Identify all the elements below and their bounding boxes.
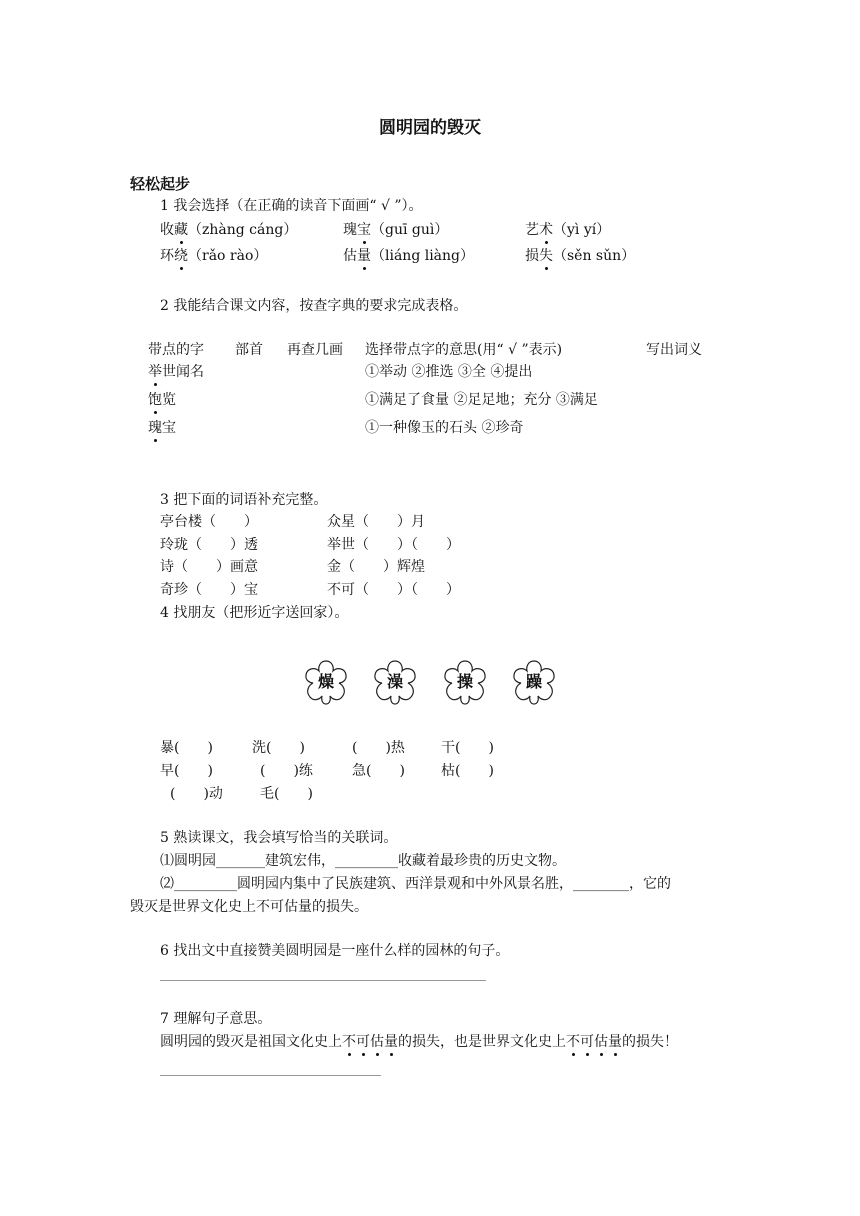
q5-sentence-2-cont: 毁灭是世界文化史上不可估量的损失。 [130,899,368,915]
q4-blank: ( )动 [170,786,223,802]
q1-item-5: 估量（liáng liàng） [343,248,475,264]
emphasis-dot-char: 可 [356,1034,370,1050]
q4-blank: 干( ) [441,740,494,756]
q4-blank: 早( ) [160,763,213,779]
q2-header-strokes: 再查几画 [287,342,343,358]
q6-answer-line [160,980,486,981]
q3-row-4-b: 不可（ ）（ ） [327,582,460,598]
q3-row-3-b: 金（ ）辉煌 [327,559,425,575]
q4-blank: 枯( ) [441,763,494,779]
q7-sentence: 圆明园的毁灭是祖国文化史上不可估量的损失，也是世界文化史上不可估量的损失！ [160,1034,678,1050]
q2-row-2-word: 饱览 [148,392,176,408]
q2-prompt: 2 我能结合课文内容，按查字典的要求完成表格。 [160,298,468,314]
q3-row-2-b: 举世（ ）（ ） [327,537,460,553]
q4-prompt: 4 找朋友（把形近字送回家）。 [160,605,349,621]
q2-row-1-word: 举世闻名 [148,364,204,380]
q3-row-2-a: 玲珑（ ）透 [160,537,258,553]
emphasis-dot-char: 估 [370,1034,384,1050]
q4-blank: ( )热 [352,740,405,756]
flower-card [370,657,420,707]
q3-row-3-a: 诗（ ）画意 [160,559,258,575]
emphasis-dot-char: 估 [594,1034,608,1050]
q1-item-3: 艺术（yì yí） [525,222,611,238]
q1-item-4: 环绕（rǎo rào） [160,248,268,264]
emphasis-dot-char: 不 [342,1034,356,1050]
q2-row-1-meaning: ①举动 ②推选 ③全 ④提出 [365,364,533,380]
q1-item-2: 瑰宝（guī guì） [343,222,449,238]
q1-prompt: 1 我会选择（在正确的读音下面画“ √ ”）。 [160,198,423,214]
section-heading: 轻松起步 [130,175,191,193]
q6-prompt: 6 找出文中直接赞美圆明园是一座什么样的园林的句子。 [160,943,510,959]
q2-row-2-meaning: ①满足了食量 ②足足地；充分 ③满足 [365,392,598,408]
q2-header-char: 带点的字 [148,342,204,358]
q3-row-1-b: 众星（ ）月 [327,514,425,530]
flower-card [301,657,351,707]
q5-prompt: 5 熟读课文，我会填写恰当的关联词。 [160,830,398,846]
q3-prompt: 3 把下面的词语补充完整。 [160,492,328,508]
flower-char-1: 燥 [317,672,334,691]
q5-sentence-1: ⑴圆明园_______建筑宏伟，_________收藏着最珍贵的历史文物。 [160,853,566,869]
q4-blank: 毛( ) [260,786,313,802]
q1-item-1: 收藏（zhàng cáng） [160,222,298,238]
flower-char-3: 操 [456,672,473,691]
q4-blank: 急( ) [352,763,405,779]
q4-blank: 洗( ) [252,740,305,756]
flower-char-2: 澡 [386,672,403,691]
q2-header-meaning: 选择带点字的意思(用“ √ ”表示) [365,342,563,358]
emphasis-dot-char: 量 [608,1034,622,1050]
flower-char-4: 躁 [525,672,542,691]
emphasis-dot-char: 不 [566,1034,580,1050]
flower-card [509,657,559,707]
q5-sentence-2: ⑵_________圆明园内集中了民族建筑、西洋景观和中外风景名胜，________，它的 [160,876,671,892]
q7-answer-line [160,1075,381,1076]
q3-row-4-a: 奇珍（ ）宝 [160,582,258,598]
q2-row-3-meaning: ①一种像玉的石头 ②珍奇 [365,420,524,436]
q2-row-3-word: 瑰宝 [148,420,176,436]
flower-card [440,657,490,707]
q2-header-radical: 部首 [235,342,263,358]
q4-blank: 暴( ) [160,740,213,756]
q2-header-definition: 写出词义 [646,342,702,358]
emphasis-dot-char: 可 [580,1034,594,1050]
q1-item-6: 损失（sěn sǔn） [525,248,636,264]
emphasis-dot-char: 量 [384,1034,398,1050]
q3-row-1-a: 亭台楼（ ） [160,514,258,530]
page-title: 圆明园的毁灭 [379,118,481,138]
q4-blank: ( )练 [260,763,313,779]
q7-prompt: 7 理解句子意思。 [160,1011,272,1027]
